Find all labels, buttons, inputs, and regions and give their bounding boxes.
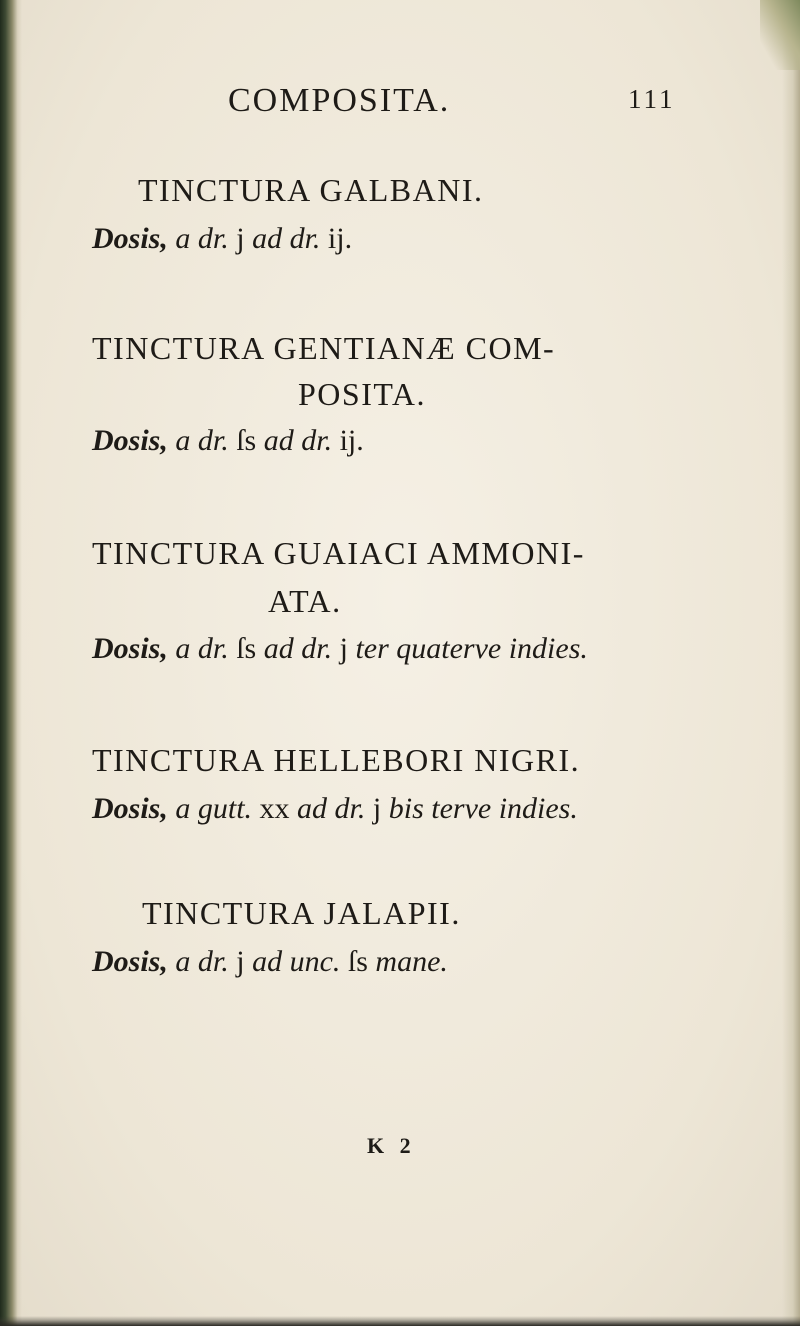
entry-dose-guaiaci: Dosis, a dr. ſs ad dr. j ter quaterve indies. [92, 632, 588, 665]
entry-dose-gentianae: Dosis, a dr. ſs ad dr. ij. [92, 424, 364, 457]
entry-heading-gentianae-line2: POSITA. [298, 376, 426, 412]
entry-heading-gentianae-line1: TINCTURA GENTIANÆ COM- [92, 330, 556, 366]
entry-heading-galbani: TINCTURA GALBANI. [138, 172, 484, 208]
page-number: 111 [628, 84, 676, 114]
page-corner-stain [760, 0, 800, 70]
entry-heading-guaiaci-line2: ATA. [268, 583, 342, 619]
signature-mark: K 2 [367, 1133, 416, 1158]
entry-dose-hellebori: Dosis, a gutt. xx ad dr. j bis terve indies. [92, 792, 578, 825]
book-spine-shadow [0, 0, 22, 1326]
entry-dose-galbani: Dosis, a dr. j ad dr. ij. [92, 222, 353, 255]
entry-heading-guaiaci-line1: TINCTURA GUAIACI AMMONI- [92, 535, 585, 571]
entry-dose-jalapii: Dosis, a dr. j ad unc. ſs mane. [92, 945, 448, 978]
running-head-title: COMPOSITA. [228, 82, 451, 119]
page-right-edge [782, 0, 800, 1326]
entry-heading-jalapii: TINCTURA JALAPII. [142, 895, 461, 931]
page-bottom-edge [0, 1316, 800, 1326]
entry-heading-hellebori: TINCTURA HELLEBORI NIGRI. [92, 742, 581, 778]
